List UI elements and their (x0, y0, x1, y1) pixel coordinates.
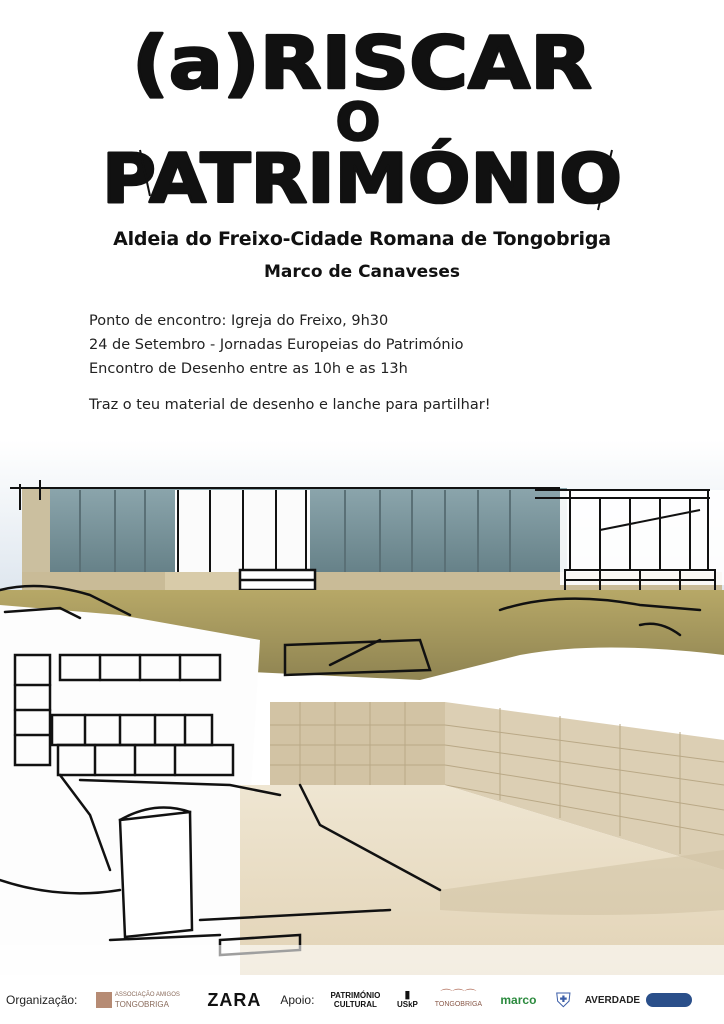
heritage-sketch-illustration (0, 440, 724, 975)
event-time-text: Encontro de Desenho entre as 10h e as 13h (89, 361, 408, 377)
tongobriga-text: TONGOBRIGA (434, 1001, 483, 1008)
footer-logos (0, 976, 724, 1024)
glass-pavilion (10, 480, 724, 606)
associacao-text-line1: ASSOCIAÇÃO AMIGOS (114, 992, 180, 998)
patrimonio-text-line2: CULTURAL (333, 1000, 377, 1009)
poster-title (0, 0, 724, 222)
roman-ruins (240, 702, 724, 975)
averdade-logo: AVERDADE (584, 994, 641, 1006)
patrimonio-text-line1: PATRIMÓNIO (330, 991, 381, 1000)
event-date-text: 24 de Setembro - Jornadas Europeias do Património (89, 337, 464, 353)
associacao-emblem-icon (96, 992, 112, 1008)
media-partner-badge-icon (646, 993, 692, 1007)
subtitle-location: Aldeia do Freixo-Cidade Romana de Tongobriga (113, 228, 611, 250)
meeting-point-text: Ponto de encontro: Igreja do Freixo, 9h30 (89, 313, 389, 329)
event-info (89, 309, 464, 381)
title-line-2: O (335, 93, 381, 153)
support-label: Apoio: (280, 993, 315, 1007)
organization-label: Organização: (6, 993, 78, 1007)
uskp-text: USkP (396, 1000, 418, 1009)
uskp-logo (388, 990, 426, 1010)
media-partner-logo (644, 990, 694, 1010)
book-icon: ▮ (404, 988, 411, 1001)
arches-icon: ⌒⌒⌒ (440, 988, 477, 1002)
patrimonio-cultural-logo (322, 991, 388, 1009)
call-to-action-text: Traz o teu material de desenho e lanche para partilhar! (89, 397, 491, 413)
title-line-1: (a)RISCAR (132, 21, 592, 105)
marco-logo: marco (500, 993, 537, 1007)
subtitle-municipality: Marco de Canaveses (264, 262, 460, 282)
coat-of-arms-icon: ⛨ (555, 988, 571, 1012)
associacao-amigos-tongobriga-logo (85, 987, 190, 1013)
title-line-3: PATRIMÓNIO (102, 140, 583, 219)
tongobriga-logo (426, 985, 490, 1015)
zara-logo: ZARA (207, 989, 262, 1010)
associacao-text-line2: TONGOBRIGA (114, 1000, 169, 1009)
